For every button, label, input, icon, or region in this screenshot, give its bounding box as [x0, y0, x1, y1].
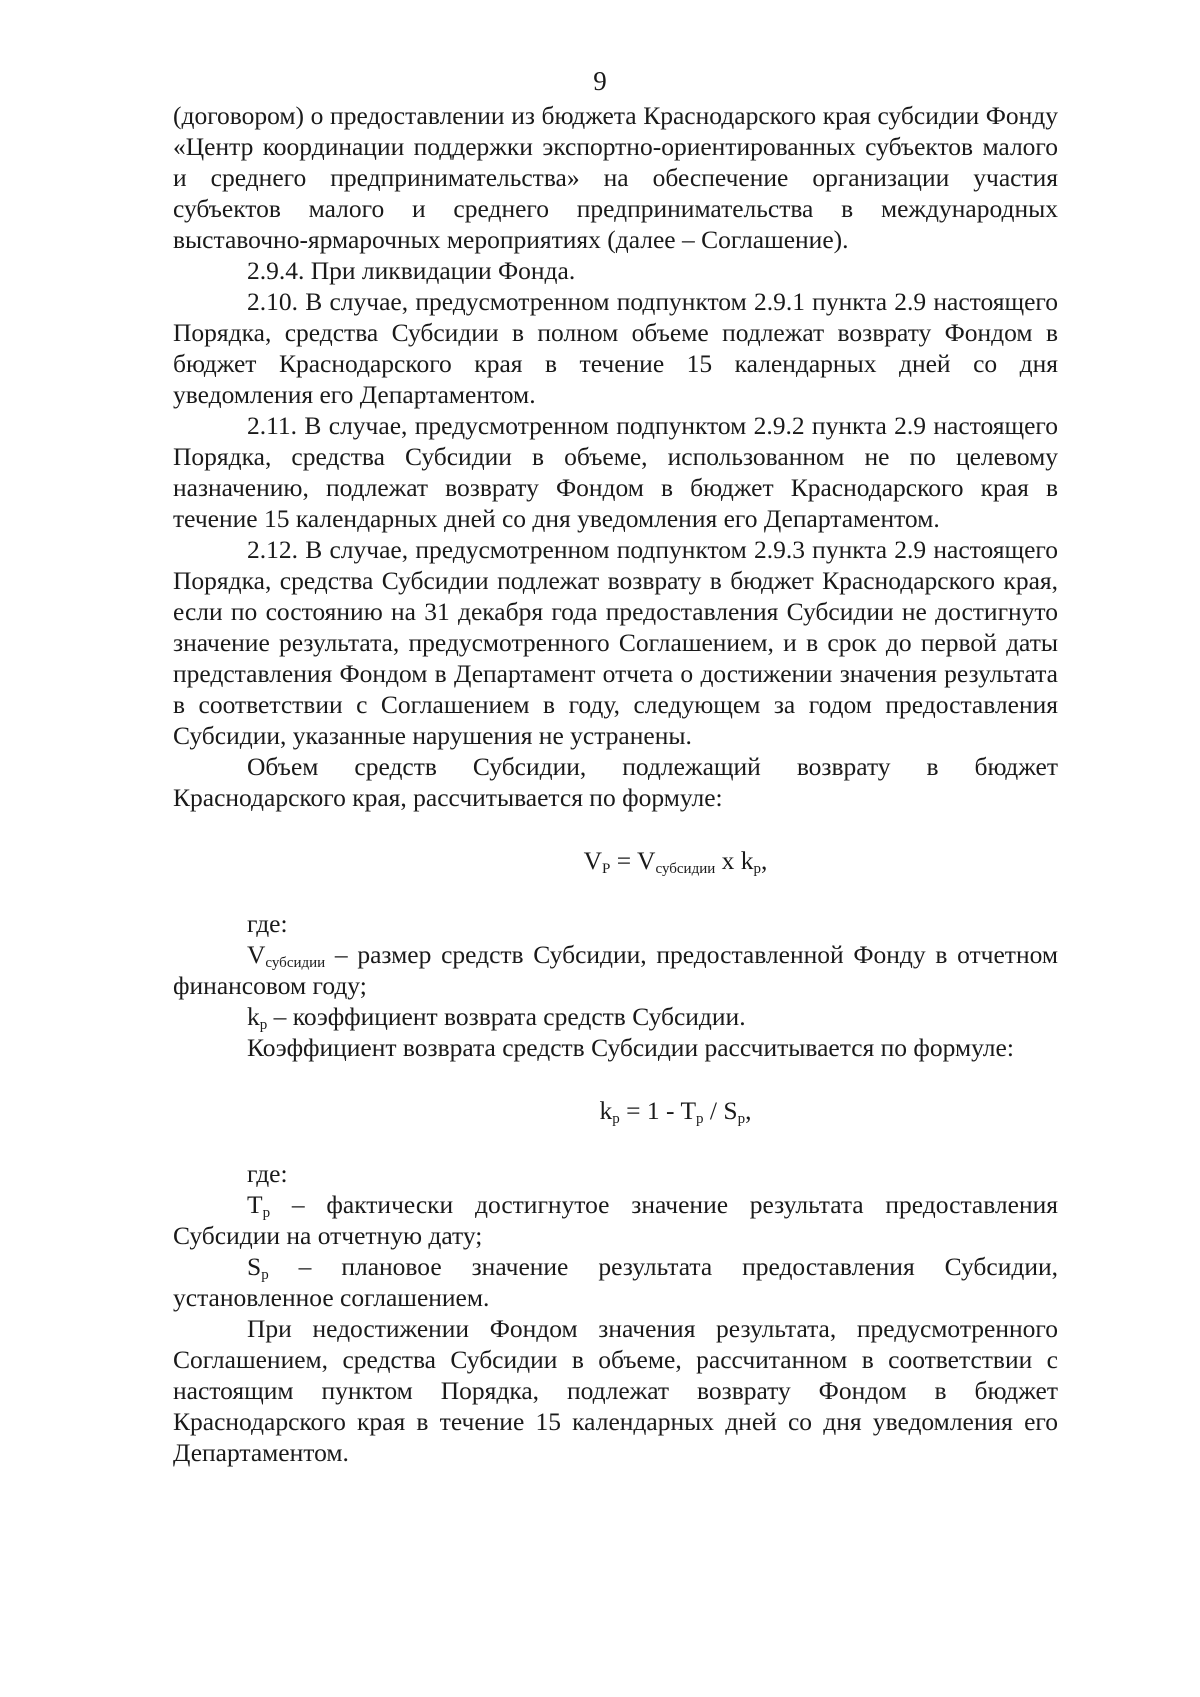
symbol-v: V [247, 940, 266, 969]
definition-t [173, 1189, 1058, 1251]
formula-coef-t-sub: p [696, 1111, 704, 1127]
definition-v-subsidy [173, 939, 1058, 1001]
formula-volume-eq: = V [610, 846, 656, 875]
paragraph-2-10: 2.10. В случае, предусмотренном подпунктом 2.9.1 пункта 2.9 настоящего Порядка, средства Субсидии в полном объеме подлежат возврату Фондом в бюджет Краснодарского края в течение 15 календарных дней со дня уведомления его Департаментом. [173, 287, 1058, 409]
document-body [173, 100, 1058, 1468]
paragraph-2-12: 2.12. В случае, предусмотренном подпунктом 2.9.3 пункта 2.9 настоящего Порядка, средства Субсидии подлежат возврату в бюджет Краснодарского края, если по состоянию на 31 декабря года предоставления Субсидии не достигнуто значение результата, предусмотренного Соглашением, и в срок до первой даты представления Фондом в Департамент отчета о достижении значения результата в соответствии с Соглашением в году, следующем за годом предоставления Субсидии, указанные нарушения не устранены. [173, 535, 1058, 750]
formula-volume-k-sub: p [753, 861, 761, 877]
where-label-2: где: [247, 1159, 288, 1188]
paragraph-2-9-4: 2.9.4. При ликвидации Фонда. [247, 256, 576, 285]
definition-k [173, 1001, 1058, 1032]
formula-coef-mid: = 1 - T [619, 1096, 697, 1125]
symbol-k-sub: p [259, 1017, 268, 1033]
symbol-s: S [247, 1252, 262, 1281]
paragraph-continuation: (договором) о предоставлении из бюджета Краснодарского края субсидии Фонду «Центр координации поддержки экспортно-ориентированных субъектов малого и среднего предпринимательства» на обеспечение организации участия субъектов малого и среднего предпринимательства в международных выставочно-ярмарочных мероприятиях (далее – Соглашение). [173, 101, 1058, 254]
formula-coef-slash: / S [703, 1096, 738, 1125]
definition-v-text: – размер средств Субсидии, предоставленной Фонду в отчетном финансовом году; [173, 940, 1058, 1000]
formula-volume-tail: , [761, 846, 768, 875]
symbol-v-sub: субсидии [265, 955, 326, 971]
formula-coefficient [173, 1095, 1058, 1126]
symbol-t-sub: p [262, 1205, 271, 1221]
formula-coef-s-sub: p [737, 1111, 746, 1127]
where-label-1: где: [247, 909, 288, 938]
definition-k-text: – коэффициент возврата средств Субсидии. [267, 1002, 746, 1031]
formula-coef-tail: , [745, 1096, 752, 1125]
formula-coef-k-sub: p [612, 1111, 620, 1127]
definition-s [173, 1251, 1058, 1313]
paragraph-volume-intro: Объем средств Субсидии, подлежащий возврату в бюджет Краснодарского края, рассчитывается по формуле: [173, 752, 1058, 812]
page-number: 9 [593, 66, 607, 96]
paragraph-non-achievement: При недостижении Фондом значения результата, предусмотренного Соглашением, средства Субсидии в объеме, рассчитанном в соответствии с настоящим пунктом Порядка, подлежат возврату Фондом в бюджет Краснодарского края в течение 15 календарных дней со дня уведомления его Департаментом. [173, 1314, 1058, 1467]
formula-volume-lhs-sub: P [602, 861, 611, 877]
symbol-t: T [247, 1190, 263, 1219]
definition-t-text: – фактически достигнутое значение результата предоставления Субсидии на отчетную дату; [173, 1190, 1058, 1250]
symbol-s-sub: p [261, 1267, 269, 1283]
paragraph-coefficient-intro: Коэффициент возврата средств Субсидии рассчитывается по формуле: [247, 1033, 1014, 1062]
symbol-k: k [247, 1002, 260, 1031]
formula-volume [173, 845, 1058, 876]
paragraph-2-11: 2.11. В случае, предусмотренном подпунктом 2.9.2 пункта 2.9 настоящего Порядка, средства Субсидии в объеме, использованном не по целевому назначению, подлежат возврату Фондом в бюджет Краснодарского края в течение 15 календарных дней со дня уведомления его Департаментом. [173, 411, 1058, 533]
definition-s-text: – плановое значение результата предоставления Субсидии, установленное соглашением. [173, 1252, 1058, 1312]
formula-volume-mult: x k [715, 846, 754, 875]
formula-volume-lhs: V [583, 846, 603, 875]
formula-coef-k: k [599, 1096, 613, 1125]
formula-volume-v-sub: субсидии [655, 861, 716, 877]
